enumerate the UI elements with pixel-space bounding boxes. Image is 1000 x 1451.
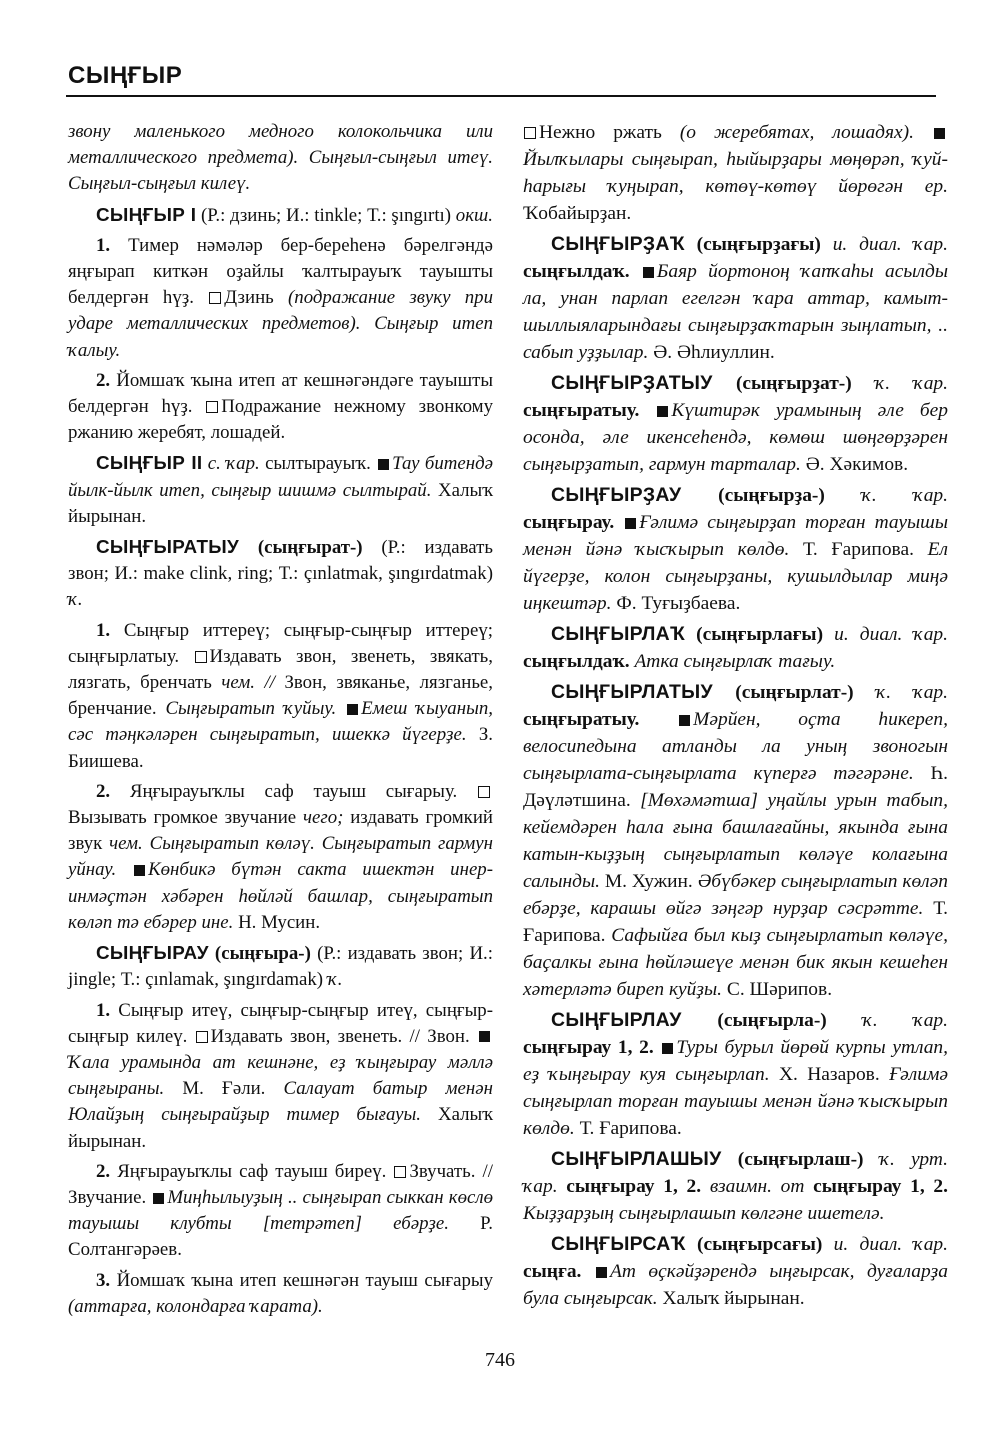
entry-syngyr-2: СЫҢҒЫР II с. ҡар. сылтырауыҡ. Тау битендә йылк-йылк итеп, сыңғыр шишмә сылтырай. Халыҡ йырынан. [68,452,493,527]
entry-syngyrsak: СЫҢҒЫРСАҠ (сыңғырсағы) и. диал. ҡар. сыңға. Ат өҫкәйҙәрендә ыңғырсак, дуғаларҙа була сыңғырсак. Халыҡ йырынан. [523,1233,948,1309]
example-marker-icon [657,406,668,417]
entry-syngyrdau: СЫҢҒЫРҘАУ (сыңғырҙа-) ҡ. ҡар. сыңғырау. Ғәлимә сыңғырҙап торған тауышы менән йәнә ҡысҡырып көлдө. Т. Ғарипова. Ел йүгерҙе, колон сыңғырҙаны, кушылдылар миңә иңкештәр. Ф. Туғыҙбаева. [523,484,948,614]
sense-2: 2. Яңғырауыҡлы саф тауыш биреү. Звучать. // Звучание. Миңһылыуҙың .. сыңғырап сыккан көслө тауышы клубты [тетрәтеп] ебәрҙе. Р. Солтангәрәев. [68,1160,493,1261]
translation-marker-icon [195,651,207,663]
sense-3: 3. Йомшаҡ ҡына итеп кешнәгән тауыш сығарыу (аттарға, колондарға ҡарата). [68,1269,493,1317]
entry-syngyrlatyu: СЫҢҒЫРЛАТЫУ (сыңғырлат-) ҡ. ҡар. сыңғыратыу. Мәрйен, оҫта һикереп, велосипедына атланды ла уның звоногын сыңғырлата-сыңғырлата күперғә тәгәрәне. Һ. Дәүләтшина. [Мөхәмәтша] уңайлы урын табып, кейемдәрен һала ғына башлағайны, якында ғына катын-кыҙҙың сыңғырлатып көләүе колағына салынды. М. Хужин. Әбүбәкер сыңғырлатып көләп ебәрҙе, карашы өйгә зәңгәр нурҙар сәсрәтте. Т. Ғарипова. Сафыйға был кыҙ сыңғырлатып көләүе, баҫалкы ғына һөйләшеүе менән бик якын кешеһен хәтерләтә биреп куйҙы. С. Шәрипов. [523,681,949,1000]
running-head: СЫҢҒЫР [68,62,183,89]
page-number: 746 [485,1349,515,1371]
entry-syngyratyu: СЫҢҒЫРАТЫУ (сыңғырат-) (Р.: издавать звон; И.: make clink, ring; Т.: çınlatmak, şıngırdatmak) ҡ. [68,536,493,611]
right-column [523,119,948,1316]
example-marker-icon [479,1031,490,1042]
translation-marker-icon [196,1031,208,1043]
example-marker-icon [378,459,389,470]
example-marker-icon [679,715,690,726]
entry-syngyrdak: СЫҢҒЫРҘАҠ (сыңғырҙағы) и. диал. ҡар. сыңғылдаҡ. Баяр йортоноң ҡапҡаһы асылды ла, унан парлап егелгән ҡара аттар, камыт-шыллыяларындағы сыңғырҙаҡтарын зыңлатып, .. сабып уҙҙылар. Ә. Әһлиуллин. [523,233,949,363]
header-rule [66,95,936,97]
translation-marker-icon [394,1166,406,1178]
sense-1: 1. Сыңғыр итеү, сыңғыр-сыңғыр итеү, сыңғыр-сыңғыр килеү. Издавать звон, звенеть. // Звон. Ҡала урамында ат кешнәне, еҙ ҡыңғырау мәллә сыңғыраны. М. Ғәли. Салауат батыр менән Юлайҙың сыңғырайҙыр тимер бығауы. Халыҡ йырынан. [68,999,493,1152]
entry-continuation: звону маленького медного колокольчика или металлического предмета). Сыңғыл-сыңғыл итеү. Сыңғыл-сыңғыл килеү. [68,121,493,195]
sense-1: 1. Сыңғыр иттереү; сыңғыр-сыңғыр иттереү; сыңғырлатыу. Издавать звон, звенеть, звякать, лязгать, бренчать чем. // Звон, звяканье, лязганье, бренчание. Сыңғыратып ҡуйыу. Емеш ҡыуанып, сәс тәңкәләрен сыңғыратып, ишеккә йүгерҙе. З. Биишева. [68,619,493,772]
example-marker-icon [934,128,945,139]
left-column [68,119,493,1324]
entry-syngyrlashyu: СЫҢҒЫРЛАШЫУ (сыңғырлаш-) ҡ. урт. ҡар. сыңғырау 1, 2. взаимн. от сыңғырау 1, 2. Кыҙҙарҙың сыңғырлашып көлгәне ишетелә. [523,1148,948,1224]
entry-syngyr-1: СЫҢҒЫР I (Р.: дзинь; И.: tinkle; Т.: şıngırtı) окш. [96,203,493,226]
example-marker-icon [596,1267,607,1278]
example-marker-icon [153,1193,164,1204]
example-marker-icon [347,704,358,715]
translation-marker-icon [209,292,221,304]
entry-syngyrdatyu: СЫҢҒЫРҘАТЫУ (сыңғырҙат-) ҡ. ҡар. сыңғыратыу. Күштирәк урамының әле бер осонда, әле икенсеһендә, көмөш шөңгөрҙәрен сыңғырҙатып, гармун тарталар. Ә. Хәкимов. [523,372,948,475]
entry-syngyrlau: СЫҢҒЫРЛАУ (сыңғырла-) ҡ. ҡар. сыңғырау 1, 2. Туры бурыл йөрөй курпы утлап, еҙ ҡыңғырау куя сыңғырлап. Х. Назаров. Ғәлимә сыңғырлап торған тауышы менән йәнә ҡысҡырып көлдө. Т. Ғарипова. [523,1009,949,1139]
translation-marker-icon [206,401,218,413]
example-marker-icon [662,1043,673,1054]
translation-marker-icon [524,127,536,139]
example-marker-icon [134,865,145,876]
sense-2: 2. Йомшаҡ ҡына итеп ат кешнәгәндәге тауышты белдергән һүҙ. Подражание нежному звонкому ржанию жеребят, лошадей. [68,369,493,444]
example-marker-icon [625,518,636,529]
example-marker-icon [643,267,654,278]
translation-marker-icon [478,786,490,798]
sense-2: 2. Яңғырауыҡлы саф тауыш сығарыу. Вызывать громкое звучание чего; издавать громкий звук чем. Сыңғыратып көләү. Сыңғыратып гармун уйнау. Көнбикә бүтән сакта ишектән инер-инмәҫтән хәбәрен һөйләй башлар, сыңғыратып көләп тә ебәрер ине. Н. Мусин. [68,780,494,933]
entry-syngyrlak: СЫҢҒЫРЛАҠ (сыңғырлағы) и. диал. ҡар. сыңғылдаҡ. Атка сыңғырлаҡ тағыу. [523,623,948,672]
sense-1: 1. Тимер нәмәләр бер-береһенә бәрелгәндә яңғырап киткән оҙайлы ҡалтырауыҡ тауышты белдергән һүҙ. Дзинь (подражание звуку при ударе металлических предметов). Сыңғыр итеп ҡалыу. [68,234,494,361]
entry-syngyrau: СЫҢҒЫРАУ (сыңғыра-) (Р.: издавать звон; И.: jingle; Т.: çınlamak, şıngırdamak) ҡ. [68,942,493,991]
sense-3-continuation: Нежно ржать (о жеребятах, лошадях). Йылҡылары сыңғырап, һыйырҙары мөңөрәп, ҡуй-һарығы ҡуңырап, көтөү-көтөү йөрөгән ер. Ҡобайырҙан. [523,122,948,224]
